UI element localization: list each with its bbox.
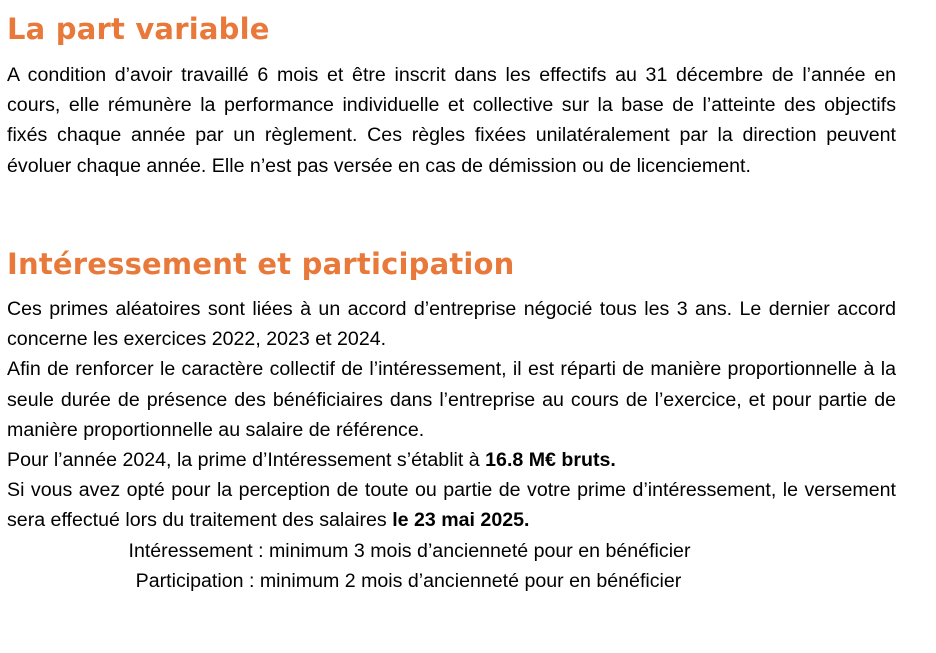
section-title-interessement: Intéressement et participation [7, 247, 515, 281]
prime-amount-value: 16.8 M€ bruts. [485, 449, 616, 472]
eligibility-conditions [7, 536, 896, 596]
versement-text: Si vous avez opté pour la perception de toute ou partie de votre prime d’intéressement, le versement sera effectué lors du traitement des salaires [7, 479, 896, 532]
interessement-body [7, 294, 896, 536]
prime-amount-text: Pour l’année 2024, la prime d’Intéressement s’établit à [7, 449, 486, 472]
versement-date: le 23 mai 2025. [392, 509, 530, 532]
interessement-condition: Intéressement : minimum 3 mois d’ancienneté pour en bénéficier [128, 540, 691, 562]
accord-paragraph: Ces primes aléatoires sont liées à un accord d’entreprise négocié tous les 3 ans. Le dernier accord concerne les exercices 2022, 2023 et 2024. [7, 298, 896, 351]
part-variable-paragraph: A condition d’avoir travaillé 6 mois et être inscrit dans les effectifs au 31 décembre de l’année en cours, elle rémunère la performance individuelle et collective sur la base de l’atteinte des objectifs fixés chaque année par un règlement. Ces règles fixées unilatéralement par la direction peuvent évoluer chaque année. Elle n’est pas versée en cas de démission ou de licenciement. [7, 64, 896, 177]
versement-paragraph [7, 475, 896, 535]
repartition-paragraph: Afin de renforcer le caractère collectif de l’intéressement, il est réparti de manière proportionnelle à la seule durée de présence des bénéficiaires dans l’entreprise au cours de l’exercice, et pour partie de manière proportionnelle au salaire de référence. [7, 358, 896, 441]
prime-amount-paragraph [7, 445, 896, 475]
participation-condition: Participation : minimum 2 mois d’ancienneté pour en bénéficier [135, 570, 682, 593]
section-title-part-variable: La part variable [7, 12, 270, 46]
